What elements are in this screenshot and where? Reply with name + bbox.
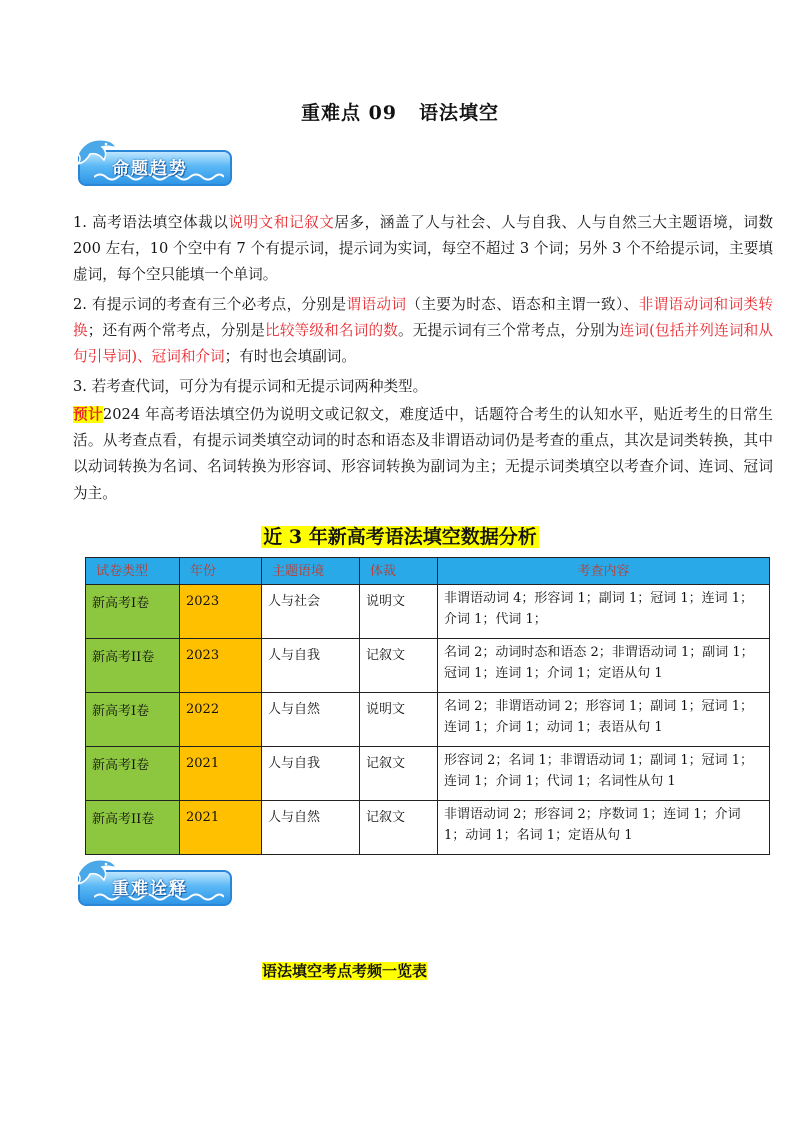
cell-genre: 说明文: [360, 585, 438, 639]
cell-paper-type: 新高考I卷: [86, 585, 180, 639]
forecast-tag: 预计: [73, 406, 103, 423]
highlight-red: 连词(包括并列连词和从句引导词)、冠词和介词: [73, 322, 773, 366]
cell-content: 非谓语动词 2；形容词 2；序数词 1；连词 1；介词 1；动词 1；名词 1；定语从句 1: [438, 801, 770, 855]
highlight-red: 谓语动词: [346, 296, 407, 313]
cell-paper-type: 新高考II卷: [86, 639, 180, 693]
cell-theme: 人与自然: [262, 693, 360, 747]
table-row: [86, 585, 770, 639]
banner-trend: [78, 140, 234, 188]
section-title: 语法填空考点考频一览表: [262, 962, 428, 980]
highlight-red: 非谓语动词和词类转换: [73, 296, 773, 340]
highlight-red: 说明文和记叙文: [228, 214, 335, 231]
cell-content: 名词 2；非谓语动词 2；形容词 1；副词 1；冠词 1；连词 1；介词 1；动词 1；表语从句 1: [438, 693, 770, 747]
banner-explain: [78, 860, 234, 908]
banner-trend-label: 命题趋势: [112, 159, 188, 179]
paragraph-3: 3. 若考查代词，可分为有提示词和无提示词两种类型。: [73, 378, 428, 395]
cell-paper-type: 新高考I卷: [86, 693, 180, 747]
table-row: [86, 639, 770, 693]
highlight-red: 比较等级和名词的数: [265, 322, 398, 340]
cell-paper-type: 新高考II卷: [86, 801, 180, 855]
cell-year: 2021: [180, 801, 262, 855]
cell-theme: 人与自然: [262, 801, 360, 855]
table-row: [86, 693, 770, 747]
cell-year: 2022: [180, 693, 262, 747]
cell-genre: 说明文: [360, 693, 438, 747]
cell-content: 非谓语动词 4；形容词 1；副词 1；冠词 1；连词 1；介词 1；代词 1；: [438, 585, 770, 639]
header-cell: 体裁: [360, 558, 438, 585]
cell-content: 形容词 2；名词 1；非谓语动词 1；副词 1；冠词 1；连词 1；介词 1；代词 1；名词性从句 1: [438, 747, 770, 801]
cell-genre: 记叙文: [360, 801, 438, 855]
page-title: [0, 98, 800, 125]
cell-genre: 记叙文: [360, 639, 438, 693]
table-header-row: [86, 558, 770, 585]
header-cell: 主题语境: [262, 558, 360, 585]
title-number: 重难点 09: [300, 102, 398, 124]
cell-content: 名词 2；动词时态和语态 2；非谓语动词 1；副词 1；冠词 1；连词 1；介词 1；定语从句 1: [438, 639, 770, 693]
paragraph-2: 2. 有提示词的考查有三个必考点，分别是谓语动词（主要为时态、语态和主谓一致）、非谓语动词和词类转换；还有两个常考点，分别是比较等级和名词的数。无提示词有三个常考点，分别为连词(包括并列连词和从句引导词)、冠词和介词；有时也会填副词。: [73, 296, 773, 366]
header-cell: 考查内容: [438, 558, 770, 585]
table-row: [86, 747, 770, 801]
cell-genre: 记叙文: [360, 747, 438, 801]
table-title: 近 3 年新高考语法填空数据分析: [263, 526, 537, 548]
cell-theme: 人与自我: [262, 747, 360, 801]
cell-theme: 人与社会: [262, 585, 360, 639]
paragraph-4: 预计2024 年高考语法填空仍为说明文或记叙文，难度适中，话题符合考生的认知水平，贴近考生的日常生活。从考查点看，有提示词类填空动词的时态和语态及非谓语动词仍是考查的重点，其次是词类转换，其中以动词转换为名词、名词转换为形容词、形容词转换为副词为主；无提示词类填空以考查介词、连词、冠词为主。: [73, 406, 773, 502]
title-topic: 语法填空: [419, 102, 500, 124]
cell-theme: 人与自我: [262, 639, 360, 693]
cell-paper-type: 新高考I卷: [86, 747, 180, 801]
banner-explain-label: 重难诠释: [112, 879, 188, 899]
table-row: [86, 801, 770, 855]
cell-year: 2023: [180, 639, 262, 693]
cell-year: 2023: [180, 585, 262, 639]
header-cell: 年份: [180, 558, 262, 585]
data-table: [85, 557, 770, 855]
paragraph-1: 1. 高考语法填空体裁以说明文和记叙文居多，涵盖了人与社会、人与自我、人与自然三大主题语境，词数 200 左右，10 个空中有 7 个有提示词，提示词为实词，每空不超过 3 个词；另外 3 个不给提示词，主要填虚词，每个空只能填一个单词。: [73, 214, 773, 284]
cell-year: 2021: [180, 747, 262, 801]
header-cell: 试卷类型: [86, 558, 180, 585]
